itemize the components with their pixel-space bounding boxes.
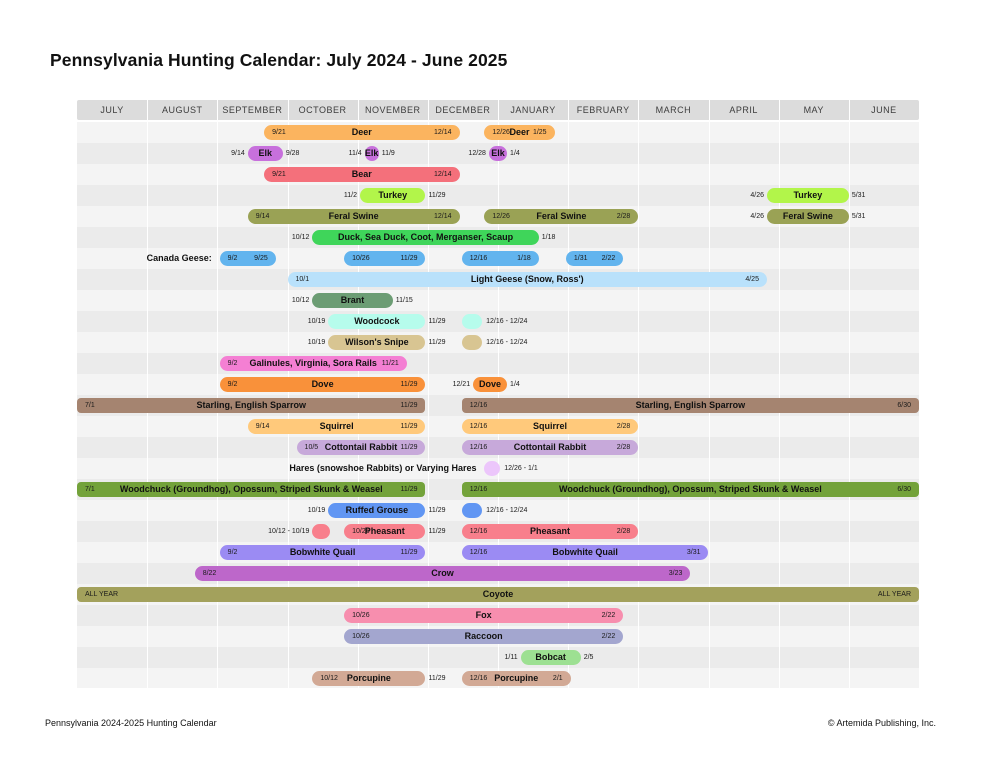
month-header-september: SEPTEMBER [222, 105, 283, 115]
season-start-date: 10/12 [291, 234, 310, 241]
month-header-november: NOVEMBER [364, 105, 421, 115]
season-end-date: 1/4 [510, 150, 520, 157]
season-bar-bobcat [521, 650, 581, 665]
season-bar-woodchuck-groundhog-opossum-striped-skunk-weasel [77, 482, 425, 497]
season-bar-ruffed-grouse [462, 503, 482, 518]
season-label: Pheasant [364, 526, 405, 536]
season-end-date: 11/29 [428, 192, 446, 199]
season-bar-woodchuck-groundhog-opossum-striped-skunk-weasel [462, 482, 919, 497]
season-start-date: 10/26 [352, 255, 370, 262]
season-label: Elk [491, 148, 505, 158]
month-header-march: MARCH [655, 105, 692, 115]
season-end-date: 12/14 [433, 213, 452, 220]
season-start-date: 12/28 [468, 150, 486, 157]
season-start-date: 11/2 [343, 192, 358, 199]
season-bar-pheasant [462, 524, 639, 539]
season-bar-bear [264, 167, 459, 182]
month-header-february: FEBRUARY [576, 105, 630, 115]
season-label: Brant [340, 295, 365, 305]
season-bar-elk [365, 146, 379, 161]
season-start-date: 12/16 [469, 549, 488, 556]
season-bar-canada-geese [220, 251, 276, 266]
season-bar-pheasant [344, 524, 425, 539]
season-start-date: 1/31 [573, 255, 588, 262]
season-bar-cottontail-rabbit [462, 440, 639, 455]
season-start-date: 12/21 [452, 381, 471, 388]
season-label: Starling, English Sparrow [635, 400, 746, 410]
season-start-date: 10/1 [295, 276, 310, 283]
footer-left-text: Pennsylvania 2024-2025 Hunting Calendar [45, 718, 217, 728]
season-label: Fox [475, 610, 492, 620]
season-label: Bobwhite Quail [552, 547, 618, 557]
season-start-date: 10/12 [320, 675, 338, 682]
season-bar-feral-swine [484, 209, 638, 224]
season-label: Wilson's Snipe [345, 337, 409, 347]
season-end-date: 11/9 [381, 150, 395, 157]
season-end-date: 6/30 [897, 486, 911, 493]
footer-right-text: © Artemida Publishing, Inc. [827, 718, 936, 728]
season-bar-porcupine [312, 671, 425, 686]
season-end-date: ALL YEAR [877, 591, 911, 598]
season-bar-canada-geese [344, 251, 425, 266]
season-start-date: 10/5 [304, 444, 319, 451]
season-bar-porcupine [462, 671, 571, 686]
season-end-date: 11/29 [400, 381, 418, 388]
season-bar-canada-geese [566, 251, 623, 266]
season-start-date: 12/16 [469, 444, 488, 451]
season-label: Dove [311, 379, 334, 389]
season-end-date: 4/25 [745, 276, 759, 283]
season-start-date: ALL YEAR [85, 591, 119, 598]
season-bar-bobwhite-quail [462, 545, 709, 560]
season-end-date: 2/22 [601, 612, 616, 619]
season-bar-woodcock [328, 314, 425, 329]
season-start-date: 12/26 [492, 213, 510, 220]
season-start-date: 12/16 [469, 255, 488, 262]
season-end-date: 1/4 [510, 381, 520, 388]
month-header-june: JUNE [871, 105, 897, 115]
season-start-date: 9/14 [255, 213, 270, 220]
season-start-date: 10/12 [291, 297, 310, 304]
season-date-range: 12/16 - 12/24 [486, 507, 528, 514]
season-start-date: 11/4 [348, 150, 362, 157]
season-label: Bear [351, 169, 372, 179]
season-label: Bobcat [535, 652, 566, 662]
season-end-date: 11/29 [400, 444, 418, 451]
season-start-date: 12/16 [469, 402, 488, 409]
season-label: Porcupine [494, 673, 539, 683]
season-end-date: 3/23 [668, 570, 683, 577]
season-date-range: 12/16 - 12/24 [486, 339, 528, 346]
season-start-date: 12/16 [469, 675, 488, 682]
season-label: Raccoon [464, 631, 503, 641]
season-start-date: 4/26 [750, 192, 764, 199]
season-end-date: 2/1 [552, 675, 563, 682]
month-header-august: AUGUST [161, 105, 203, 115]
season-end-date: 11/29 [428, 528, 446, 535]
season-bar-crow [195, 566, 691, 581]
season-end-date: 11/29 [428, 318, 446, 325]
season-end-date: 11/29 [428, 339, 446, 346]
season-bar-elk [248, 146, 283, 161]
season-start-date: 9/21 [272, 171, 286, 178]
season-label: Feral Swine [328, 211, 379, 221]
season-end-date: 1/18 [541, 234, 556, 241]
hunting-calendar-chart [77, 100, 919, 688]
season-bar-deer [264, 125, 459, 140]
season-end-date: 9/25 [254, 255, 268, 262]
season-bar-ruffed-grouse [328, 503, 425, 518]
season-label: Cottontail Rabbit [513, 442, 587, 452]
season-date-range: 12/26 - 1/1 [504, 465, 538, 472]
season-bar-turkey [360, 188, 425, 203]
season-end-date: 2/28 [616, 528, 631, 535]
season-bar-fox [344, 608, 623, 623]
season-label: Feral Swine [536, 211, 587, 221]
season-bar-dove [220, 377, 426, 392]
season-end-date: 11/15 [395, 297, 413, 304]
season-label: Woodchuck (Groundhog), Opossum, Striped Skunk & Weasel [119, 484, 383, 494]
season-bar-cottontail-rabbit [297, 440, 426, 455]
row-label-hares-snowshoe-rabbits-or-varying-hares: Hares (snowshoe Rabbits) or Varying Hares [289, 463, 477, 473]
season-bar-wilson-s-snipe [328, 335, 425, 350]
season-end-date: 5/31 [851, 192, 866, 199]
season-end-date: 5/31 [851, 213, 866, 220]
season-end-date: 2/28 [616, 444, 631, 451]
season-end-date: 2/22 [601, 255, 616, 262]
season-end-date: 12/14 [433, 129, 452, 136]
season-start-date: 9/2 [227, 549, 238, 556]
season-end-date: 2/22 [601, 633, 616, 640]
season-start-date: 10/26 [352, 528, 370, 535]
season-end-date: 9/28 [285, 150, 300, 157]
season-end-date: 12/14 [433, 171, 452, 178]
season-start-date: 10/19 [307, 318, 326, 325]
season-label: Ruffed Grouse [345, 505, 409, 515]
season-bar-coyote [77, 587, 919, 602]
season-label: Elk [258, 148, 273, 158]
season-label: Crow [431, 568, 454, 578]
month-header-december: DECEMBER [435, 105, 491, 115]
season-bar-turkey [767, 188, 849, 203]
season-label: Porcupine [346, 673, 391, 683]
season-start-date: 9/14 [255, 423, 270, 430]
season-bar-starling-english-sparrow [77, 398, 425, 413]
season-bar-feral-swine [767, 209, 849, 224]
season-bar-duck-sea-duck-coot-merganser-scaup [312, 230, 538, 245]
season-bar-pheasant [312, 524, 330, 539]
season-label: Light Geese (Snow, Ross') [470, 274, 584, 284]
season-start-date: 12/16 [469, 528, 488, 535]
season-bar-elk [489, 146, 507, 161]
season-start-date: 12/16 [469, 486, 488, 493]
season-label: Squirrel [319, 421, 354, 431]
season-start-date: 10/26 [352, 633, 370, 640]
season-date-range: 10/12 - 10/19 [268, 528, 310, 535]
season-label: Woodcock [354, 316, 400, 326]
season-label: Dove [479, 379, 502, 389]
season-bar-canada-geese [462, 251, 539, 266]
month-header-october: OCTOBER [298, 105, 347, 115]
month-header-may: MAY [803, 105, 824, 115]
season-label: Woodchuck (Groundhog), Opossum, Striped Skunk & Weasel [559, 484, 822, 494]
season-end-date: 11/29 [400, 423, 418, 430]
season-start-date: 9/14 [231, 150, 245, 157]
season-start-date: 9/21 [272, 129, 286, 136]
season-start-date: 9/2 [227, 381, 238, 388]
season-label: Coyote [482, 589, 514, 599]
season-end-date: 2/28 [616, 423, 631, 430]
season-end-date: 11/29 [428, 675, 446, 682]
season-bar-wilson-s-snipe [462, 335, 482, 350]
season-end-date: 11/29 [428, 507, 446, 514]
season-label: Duck, Sea Duck, Coot, Merganser, Scaup [338, 232, 514, 242]
season-start-date: 7/1 [85, 486, 95, 493]
season-bar-deer [484, 125, 554, 140]
page-title: Pennsylvania Hunting Calendar: July 2024 - June 2025 [50, 50, 508, 70]
season-bar-woodcock [462, 314, 482, 329]
season-date-range: 12/16 - 12/24 [486, 318, 528, 325]
season-bar-bobwhite-quail [220, 545, 426, 560]
season-start-date: 10/19 [307, 339, 326, 346]
season-start-date: 12/16 [469, 423, 488, 430]
season-bar-starling-english-sparrow [462, 398, 919, 413]
season-end-date: 1/18 [517, 255, 531, 262]
season-label: Feral Swine [782, 211, 833, 221]
season-end-date: 3/31 [686, 549, 701, 556]
season-start-date: 1/11 [504, 654, 518, 661]
season-label: Galinules, Virginia, Sora Rails [249, 358, 377, 368]
season-bar-galinules-virginia-sora-rails [220, 356, 407, 371]
season-bar-dove [473, 377, 507, 392]
season-start-date: 7/1 [85, 402, 95, 409]
season-bar-feral-swine [248, 209, 460, 224]
season-bar-squirrel [248, 419, 426, 434]
row-label-canada-geese: Canada Geese: [146, 253, 212, 263]
season-end-date: 11/29 [400, 549, 418, 556]
season-end-date: 6/30 [897, 402, 911, 409]
season-label: Cottontail Rabbit [324, 442, 398, 452]
month-header-january: JANUARY [510, 105, 556, 115]
season-label: Elk [364, 148, 379, 158]
season-label: Turkey [793, 190, 823, 200]
season-start-date: 9/2 [227, 360, 238, 367]
season-label: Starling, English Sparrow [196, 400, 306, 410]
season-end-date: 2/5 [583, 654, 594, 661]
season-label: Squirrel [533, 421, 568, 431]
season-bar-squirrel [462, 419, 639, 434]
season-end-date: 11/29 [400, 402, 418, 409]
season-label: Deer [509, 127, 530, 137]
season-end-date: 2/28 [616, 213, 631, 220]
season-start-date: 10/19 [307, 507, 326, 514]
season-start-date: 10/26 [352, 612, 370, 619]
season-start-date: 9/2 [227, 255, 238, 262]
season-end-date: 11/21 [381, 360, 399, 367]
season-start-date: 8/22 [202, 570, 217, 577]
season-label: Turkey [378, 190, 408, 200]
month-header-july: JULY [100, 105, 124, 115]
season-start-date: 12/26 [492, 129, 510, 136]
month-header-april: APRIL [729, 105, 758, 115]
season-start-date: 4/26 [750, 213, 764, 220]
season-bar-light-geese-snow-ross [288, 272, 767, 287]
season-bar-brant [312, 293, 392, 308]
season-end-date: 1/25 [532, 129, 547, 136]
season-end-date: 11/29 [400, 486, 418, 493]
season-label: Deer [351, 127, 372, 137]
season-end-date: 11/29 [400, 255, 418, 262]
season-label: Pheasant [530, 526, 571, 536]
season-bar-raccoon [344, 629, 623, 644]
season-label: Bobwhite Quail [289, 547, 356, 557]
